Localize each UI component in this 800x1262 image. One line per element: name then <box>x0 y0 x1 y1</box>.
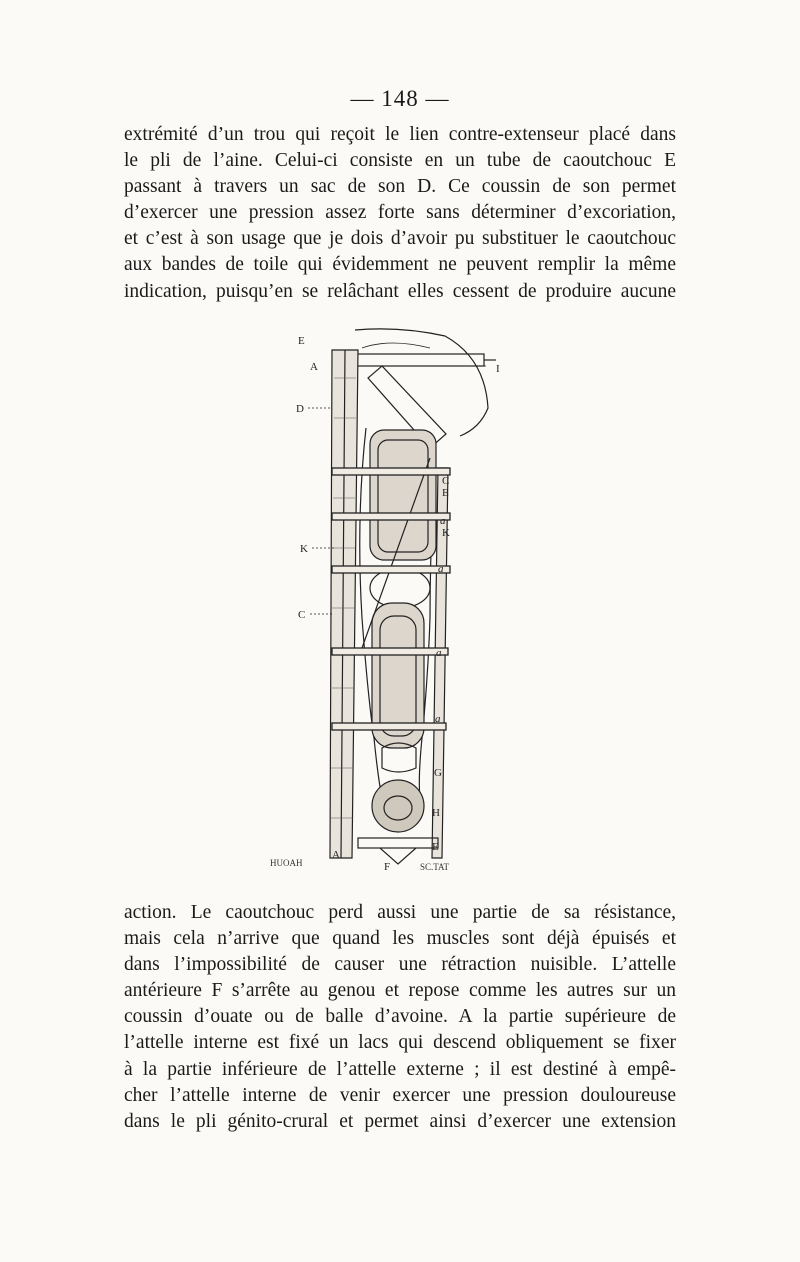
figure-label: E <box>442 487 449 499</box>
figure-label: A <box>310 361 318 373</box>
splint-engraving-figure <box>270 318 510 888</box>
paragraph-bottom <box>124 900 676 1135</box>
figure-label: G <box>434 767 442 779</box>
text-line: à la partie inférieure de l’attelle externe ; il est destiné à empê- <box>124 1058 676 1080</box>
figure-label: K <box>300 543 308 555</box>
text-line: antérieure F s’arrête au genou et repose comme les autres sur un <box>124 980 676 1002</box>
figure-label: D <box>296 403 304 415</box>
figure-label: A <box>332 849 340 861</box>
text-line: et c’est à son usage que je dois d’avoir pu substituer le caoutchouc <box>124 228 676 250</box>
text-line: d’exercer une pression assez forte sans déterminer d’excoriation, <box>124 202 676 224</box>
text-line: cher l’attelle interne de venir exercer une pression douloureuse <box>124 1084 676 1106</box>
figure-label: a <box>436 647 442 659</box>
engraver-signature: HUOAH <box>270 858 303 868</box>
text-line: dans l’impossibilité de causer une rétraction nuisible. L’attelle <box>124 954 676 976</box>
figure-label: E <box>432 841 439 853</box>
figure-label: a <box>435 713 441 725</box>
figure-label: a <box>440 515 446 527</box>
text-line: dans le pli génito-crural et permet ainsi d’exercer une extension <box>124 1110 676 1132</box>
figure-label: C <box>298 609 306 621</box>
text-line: l’attelle interne est fixé un lacs qui descend obliquement se fixer <box>124 1032 676 1054</box>
figure-label: H <box>432 807 440 819</box>
text-line: coussin d’ouate ou de balle d’avoine. A la partie supérieure de <box>124 1006 676 1028</box>
text-line: mais cela n’arrive que quand les muscles sont déjà épuisés et <box>124 928 676 950</box>
paragraph-top <box>124 122 676 305</box>
text-line: action. Le caoutchouc perd aussi une partie de sa résistance, <box>124 902 676 923</box>
text-line: aux bandes de toile qui évidemment ne peuvent remplir la même <box>124 254 676 276</box>
text-line: extrémité d’un trou qui reçoit le lien contre-extenseur placé dans <box>124 124 676 145</box>
figure-label: a <box>438 563 444 575</box>
figure-label: F <box>384 861 391 873</box>
figure-label: I <box>496 363 500 375</box>
splint-engraving <box>270 318 510 888</box>
figure-label: K <box>442 527 450 539</box>
engraver-signature: SC.TAT <box>420 862 450 872</box>
text-line: le pli de l’aine. Celui-ci consiste en un tube de caoutchouc E <box>124 150 676 172</box>
figure-label: E <box>298 335 305 347</box>
text-line: passant à travers un sac de son D. Ce coussin de son permet <box>124 176 676 198</box>
page-number: — 148 — <box>350 86 450 111</box>
text-line: indication, puisqu’en se relâchant elles cessent de produire aucune <box>124 280 676 302</box>
figure-label: C <box>442 475 450 487</box>
